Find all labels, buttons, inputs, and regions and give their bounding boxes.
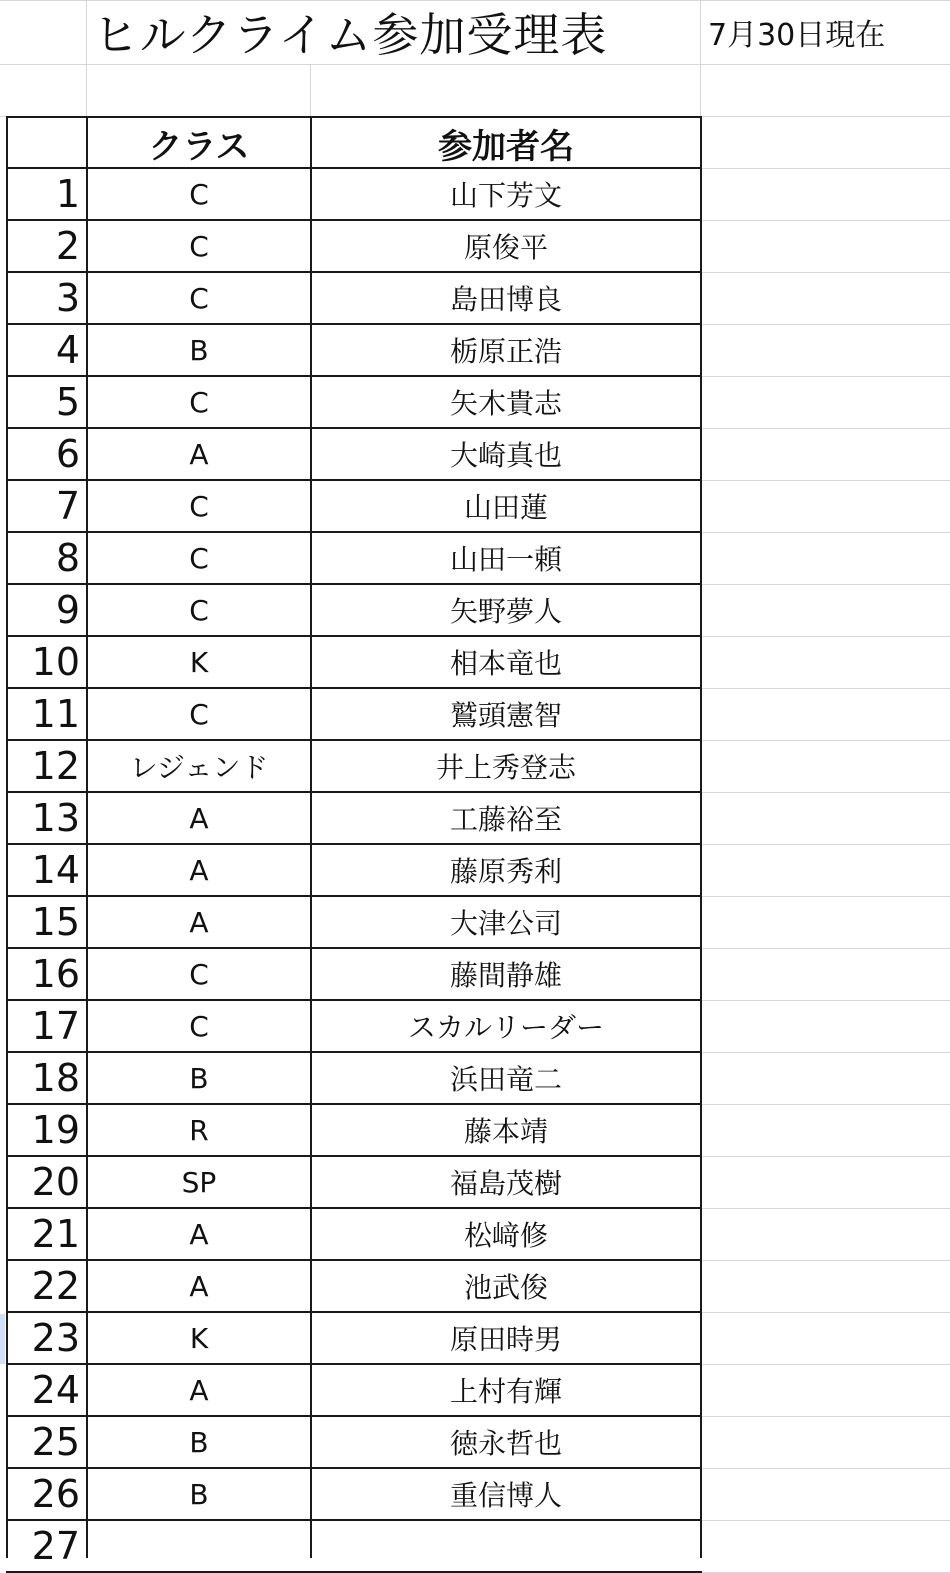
row-border [6,895,702,897]
class-cell[interactable]: レジェンド [129,751,269,784]
row-number[interactable]: 12 [31,744,80,788]
class-cell[interactable]: C [189,385,209,419]
name-cell[interactable]: 原俊平 [463,231,548,264]
class-cell[interactable]: K [189,1321,209,1355]
grid-row-line [700,1364,950,1365]
name-cell[interactable]: 浜田竜二 [449,1063,562,1096]
grid-row-line [700,1520,950,1521]
class-cell[interactable]: A [189,1269,209,1303]
class-cell[interactable]: C [189,177,209,211]
row-number[interactable]: 8 [55,536,80,580]
grid-row-line [700,792,950,793]
name-cell[interactable]: 矢木貴志 [449,387,562,420]
grid-row-line [700,584,950,585]
row-number[interactable]: 1 [55,172,80,216]
sheet-title[interactable]: ヒルクライム参加受理表 [92,8,608,62]
class-cell[interactable]: A [189,853,209,887]
row-number[interactable]: 4 [55,328,80,372]
row-number[interactable]: 11 [31,692,80,736]
class-cell[interactable]: K [189,645,209,679]
row-number[interactable]: 26 [31,1472,80,1516]
name-cell[interactable]: 栃原正浩 [449,335,562,368]
name-cell[interactable]: 山下芳文 [449,179,562,212]
row-number[interactable]: 14 [31,848,80,892]
row-number[interactable]: 17 [31,1004,80,1048]
row-number[interactable]: 19 [31,1108,80,1152]
table-border-top [6,116,702,118]
class-cell[interactable]: A [189,1373,209,1407]
name-cell[interactable]: 井上秀登志 [435,751,576,784]
grid-row-line [700,1260,950,1261]
row-number[interactable]: 25 [31,1420,80,1464]
row-number[interactable]: 24 [31,1368,80,1412]
grid-row-line [700,1312,950,1313]
header-class[interactable]: クラス [148,126,250,167]
row-border [6,843,702,845]
name-cell[interactable]: スカルリーダー [407,1011,604,1044]
row-number[interactable]: 22 [31,1264,80,1308]
name-cell[interactable]: 鷲頭憲智 [449,699,562,732]
row-number[interactable]: 10 [31,640,80,684]
class-cell[interactable]: C [189,541,209,575]
grid-row-line [700,896,950,897]
column-border [86,116,88,1558]
name-cell[interactable]: 工藤裕至 [449,803,562,836]
name-cell[interactable]: 山田蓮 [463,491,548,524]
class-cell[interactable]: C [189,593,209,627]
row-border [6,999,702,1001]
grid-row-line [700,1416,950,1417]
class-cell[interactable]: B [189,1477,209,1511]
name-cell[interactable]: 松﨑修 [463,1219,548,1252]
row-number[interactable]: 20 [31,1160,80,1204]
name-cell[interactable]: 藤間静雄 [449,959,562,992]
row-border [6,1051,702,1053]
row-border [6,479,702,481]
row-border [6,791,702,793]
grid-row-line [700,428,950,429]
row-number[interactable]: 13 [31,796,80,840]
grid-row-line [700,1156,950,1157]
class-cell[interactable]: A [189,1217,209,1251]
row-border [6,1155,702,1157]
grid-row-line [700,688,950,689]
row-number[interactable]: 5 [55,380,80,424]
header-name[interactable]: 参加者名 [438,126,574,167]
grid-row-line [700,324,950,325]
row-border [6,739,702,741]
grid-row-line [700,1000,950,1001]
name-cell[interactable]: 池武俊 [463,1271,548,1304]
row-number[interactable]: 15 [31,900,80,944]
row-border [6,427,702,429]
row-number[interactable]: 2 [55,224,80,268]
class-cell[interactable]: C [189,281,209,315]
row-border [6,583,702,585]
row-border [6,531,702,533]
class-cell[interactable]: R [189,1113,209,1147]
row-border [6,167,702,169]
grid-row-line [700,636,950,637]
row-number[interactable]: 9 [55,588,80,632]
name-cell[interactable]: 福島茂樹 [449,1167,562,1200]
row-number[interactable]: 23 [31,1316,80,1360]
date-note[interactable]: 7月30日現在 [708,18,886,53]
row-border [6,219,702,221]
class-cell[interactable]: SP [181,1165,217,1199]
grid-row-line [700,376,950,377]
grid-row-line [700,740,950,741]
name-cell[interactable]: 重信博人 [449,1479,562,1512]
row-number[interactable]: 18 [31,1056,80,1100]
name-cell[interactable]: 徳永哲也 [449,1427,562,1460]
row-border [6,947,702,949]
row-selection-marker [0,1314,5,1364]
name-cell[interactable]: 山田一頼 [449,543,562,576]
row-border [6,1415,702,1417]
grid-row-line [700,1052,950,1053]
grid-row-line [700,948,950,949]
row-border [6,375,702,377]
class-cell[interactable]: B [189,1061,209,1095]
name-cell[interactable]: 上村有輝 [449,1375,562,1408]
row-border [6,1259,702,1261]
class-cell[interactable]: A [189,905,209,939]
grid-row-line [700,168,950,169]
class-cell[interactable]: C [189,1009,209,1043]
grid-row-line [700,532,950,533]
row-number[interactable]: 16 [31,952,80,996]
row-number[interactable]: 6 [55,432,80,476]
name-cell[interactable]: 藤原秀利 [449,855,562,888]
grid-row-line [700,1208,950,1209]
name-cell[interactable]: 藤本靖 [463,1115,548,1148]
class-cell[interactable]: C [189,229,209,263]
class-cell[interactable] [88,1520,310,1572]
column-border [310,116,312,1558]
row-border [6,1207,702,1209]
row-border [6,1311,702,1313]
row-border [6,635,702,637]
row-border [6,323,702,325]
name-cell[interactable]: 大津公司 [449,907,562,940]
grid-row-line [700,844,950,845]
class-cell[interactable]: C [189,489,209,523]
row-number[interactable]: 21 [31,1212,80,1256]
row-number[interactable]: 7 [55,484,80,528]
row-border [6,1103,702,1105]
row-border [6,1363,702,1365]
row-number[interactable]: 3 [55,276,80,320]
name-cell[interactable]: 原田時男 [449,1323,562,1356]
column-border [6,116,8,1558]
class-cell[interactable]: B [189,1425,209,1459]
grid-row-line [700,220,950,221]
row-number[interactable]: 27 [31,1524,80,1568]
class-cell[interactable]: C [189,697,209,731]
grid-row-line [700,1468,950,1469]
class-cell[interactable]: A [189,437,209,471]
name-cell[interactable] [312,1520,700,1572]
class-cell[interactable]: B [189,333,209,367]
name-cell[interactable]: 大崎真也 [449,439,562,472]
grid-row-line [700,1104,950,1105]
row-border [6,1467,702,1469]
grid-row-line [700,272,950,273]
class-cell[interactable]: C [189,957,209,991]
grid-row-line [700,480,950,481]
row-border [6,271,702,273]
name-cell[interactable]: 矢野夢人 [449,595,562,628]
class-cell[interactable]: A [189,801,209,835]
row-border [6,1519,702,1521]
row-border [6,687,702,689]
column-border [700,116,702,1558]
name-cell[interactable]: 島田博良 [449,283,562,316]
name-cell[interactable]: 相本竜也 [449,647,562,680]
